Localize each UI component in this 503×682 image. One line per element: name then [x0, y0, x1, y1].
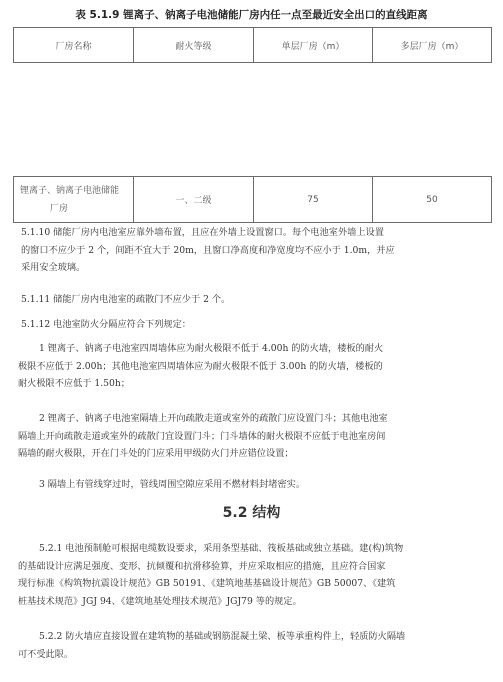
clause-5-1-12: 5.1.12 电池室防火分隔应符合下列规定：	[21, 319, 191, 330]
clause-5-2-1: 5.2.1 电池预制舱可根据电缆数设要求，采用条型基础、筏板基础或独立基础。建(构)筑物 的基础设计应满足强度、变形、抗倾覆和抗滑移验算，并应采取相应的措施，且应符合国家 现行标准《构筑物抗震设计规范》GB 50191、《建筑地基基础设计规范》GB 50007、《建筑 桩基技术规范》JGJ 94、《建筑地基处理技术规范》JGJ79 等的规定。	[18, 543, 404, 607]
clause-5-1-12-item-2: 2 锂离子、钠离子电池室隔墙上开向疏散走道或室外的疏散门应设置门斗；其他电池室 隔墙上开向疏散走道或室外的疏散门宜设置门斗；门斗墙体的耐火极限不应低于电池室房间 隔墙的耐火极限，开在门斗处的门应采用甲级防火门并应错位设置；	[18, 413, 388, 459]
header-multi-story: 多层厂房（m）	[373, 28, 492, 63]
table-row	[14, 177, 492, 223]
header-single-story: 单层厂房（m）	[254, 28, 373, 63]
header-plant-name: 厂房名称	[14, 28, 134, 63]
cell-plant-name-line2: 厂房	[50, 203, 69, 214]
table-title: 表 5.1.9 锂离子、钠离子电池储能厂房内任一点至最近安全出口的直线距离	[75, 9, 428, 21]
cell-plant-name-line1: 锂离子、钠离子电池储能	[20, 185, 120, 196]
cell-multi-story: 50	[373, 177, 492, 223]
table-header-row	[14, 28, 492, 63]
cell-single-story: 75	[254, 177, 373, 223]
clause-5-2-2: 5.2.2 防火墙应直接设置在建筑物的基础或钢筋混凝土梁、板等承重构件上，轻质防火隔墙 可不受此限。	[18, 631, 406, 660]
section-heading: 5.2 结构	[222, 505, 281, 521]
cell-fire-rating: 一、二级	[134, 177, 254, 223]
distance-table	[13, 27, 492, 223]
clause-5-1-11: 5.1.11 储能厂房内电池室的疏散门不应少于 2 个。	[21, 294, 231, 305]
header-fire-rating: 耐火等级	[134, 28, 254, 63]
clause-5-1-12-item-3: 3 隔墙上有管线穿过时，管线周围空隙应采用不燃材料封堵密实。	[39, 479, 306, 490]
clause-5-1-10: 5.1.10 储能厂房内电池室应靠外墙布置，且应在外墙上设置窗口。每个电池室外墙上设置 的窗口不应少于 2 个，间距不宜大于 20m，且窗口净高度和净宽度均不应小于 1.0m，并应 采用安全玻璃。	[21, 227, 395, 273]
cell-plant-name	[14, 177, 134, 223]
table-blank-gap	[14, 63, 492, 177]
clause-5-1-12-item-1: 1 锂离子、钠离子电池室四周墙体应为耐火极限不低于 4.00h 的防火墙，楼板的耐火 极限不应低于 2.00h；其他电池室四周墙体应为耐火极限不低于 3.00h 的防火墙，楼板的 耐火极限不应低于 1.50h；	[18, 343, 384, 389]
